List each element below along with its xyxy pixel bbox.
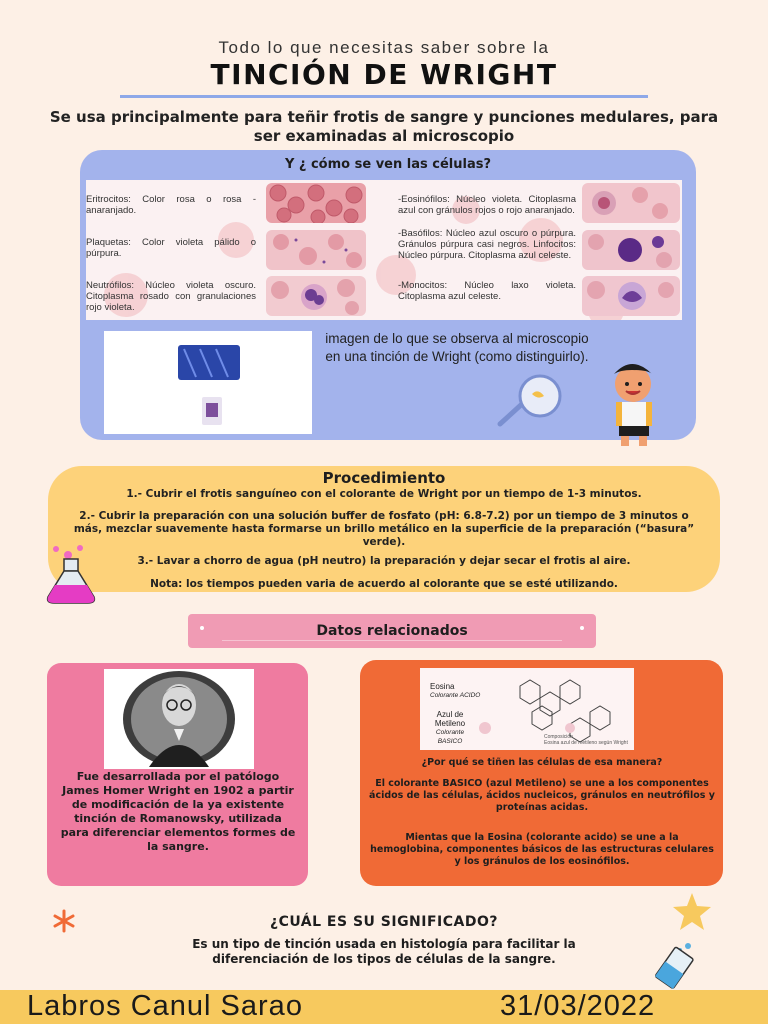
basophils-image xyxy=(582,230,680,270)
portrait-james-wright xyxy=(104,669,254,769)
explanation-basic-dye: El colorante BASICO (azul Metileno) se une a los componentes ácidos de las células, ácidos nucleicos, gránulos en neutrófilos y proteínas acidas. xyxy=(369,778,715,813)
page-title: TINCIÓN DE WRIGHT xyxy=(210,58,558,91)
microscope-caption: imagen de lo que se observa al microscopio en una tinción de Wright (como distinguirlo). xyxy=(325,331,589,364)
flask-icon xyxy=(42,543,106,607)
footer-date: 31/03/2022 xyxy=(500,990,656,1022)
procedure-step-1: 1.- Cubrir el frotis sanguíneo con el colorante de Wright por un tiempo de 1-3 minutos. xyxy=(126,488,642,500)
significance-text: Es un tipo de tinción usada en histología para facilitar la diferenciación de los tipos de células de la sangre. xyxy=(192,937,576,966)
neutrophils-text: Neutrófilos: Núcleo violeta oscuro. Citoplasma rosado con granulaciones rojo violeta. xyxy=(86,280,256,313)
dye-structure-image xyxy=(420,668,634,750)
kid-with-magnifier-illustration xyxy=(492,360,670,450)
basophils-text: -Basófilos: Núcleo azul oscuro o púrpura. Gránulos púrpura casi negros. Linfocitos: Núcleo púrpura. Citoplasma azul celeste. xyxy=(398,228,576,261)
azul-label: Azul de Metileno Colorante BASICO xyxy=(434,710,466,745)
erythrocytes-image xyxy=(266,183,366,223)
platelets-image xyxy=(266,230,366,270)
author-name: Labros Canul Sarao xyxy=(27,990,303,1022)
platelets-text: Plaquetas: Color violeta pálido o púrpura. xyxy=(86,237,256,259)
cells-reference-image xyxy=(86,180,682,320)
procedure-step-2: 2.- Cubrir la preparación con una solución buffer de fosfato (pH: 6.8-7.2) por un tiempo de 3 minutos o más, mezclar suavemente hasta formarse un brillo metálico en la superficie de la preparación (“basura” verde). xyxy=(73,510,695,548)
neutrophils-image xyxy=(266,276,366,316)
related-divider xyxy=(222,640,562,641)
eosinophils-text: -Eosinófilos: Núcleo violeta. Citoplasma azul con gránulos rojos o rojo anaranjado. xyxy=(398,194,576,216)
microscope-photo-card xyxy=(104,331,312,434)
banner-dot-right xyxy=(580,626,584,630)
title-divider xyxy=(120,95,648,98)
explanation-question: ¿Por qué se tiñen las células de esa manera? xyxy=(421,757,663,768)
eosina-label: Eosina Colorante ACIDO xyxy=(430,682,481,699)
related-title: Datos relacionados xyxy=(316,623,468,639)
monocytes-image xyxy=(582,276,680,316)
portrait-frame xyxy=(104,669,254,769)
eosinophils-image xyxy=(582,183,680,223)
cells-heading: Y ¿ cómo se ven las células? xyxy=(284,157,492,172)
intro-text: Se usa principalmente para teñir frotis de sangre y punciones medulares, para ser examinadas al microscopio xyxy=(49,108,719,145)
composition-note: Composición Eosina azul de metileno según Wright xyxy=(544,734,628,746)
procedure-note: Nota: los tiempos pueden varia de acuerdo al colorante que se esté utilizando. xyxy=(150,578,618,590)
procedure-step-3: 3.- Lavar a chorro de agua (pH neutro) la preparación y dejar secar el frotis al aire. xyxy=(137,555,631,567)
slide-photo xyxy=(104,331,312,434)
banner-dot-left xyxy=(200,626,204,630)
procedure-title: Procedimiento xyxy=(322,469,446,487)
significance-title: ¿CUÁL ES SU SIGNIFICADO? xyxy=(269,914,499,930)
beaker-icon xyxy=(648,940,700,992)
history-text: Fue desarrollada por el patólogo James Homer Wright en 1902 a partir de modificación de la ya existente tinción de Romanowsky, utilizada para diferenciar elementos formes de la sangre. xyxy=(60,770,296,853)
erythrocytes-text: Eritrocitos: Color rosa o rosa - anaranjado. xyxy=(86,194,256,216)
monocytes-text: -Monocitos: Núcleo laxo violeta. Citoplasma azul celeste. xyxy=(398,280,576,302)
header-subtitle: Todo lo que necesitas saber sobre la xyxy=(218,38,550,57)
explanation-acid-dye: Mientas que la Eosina (colorante acido) se une a la hemoglobina, componentes básicos de las estructuras celulares y los gránulos de los eosinófilos. xyxy=(370,832,714,867)
